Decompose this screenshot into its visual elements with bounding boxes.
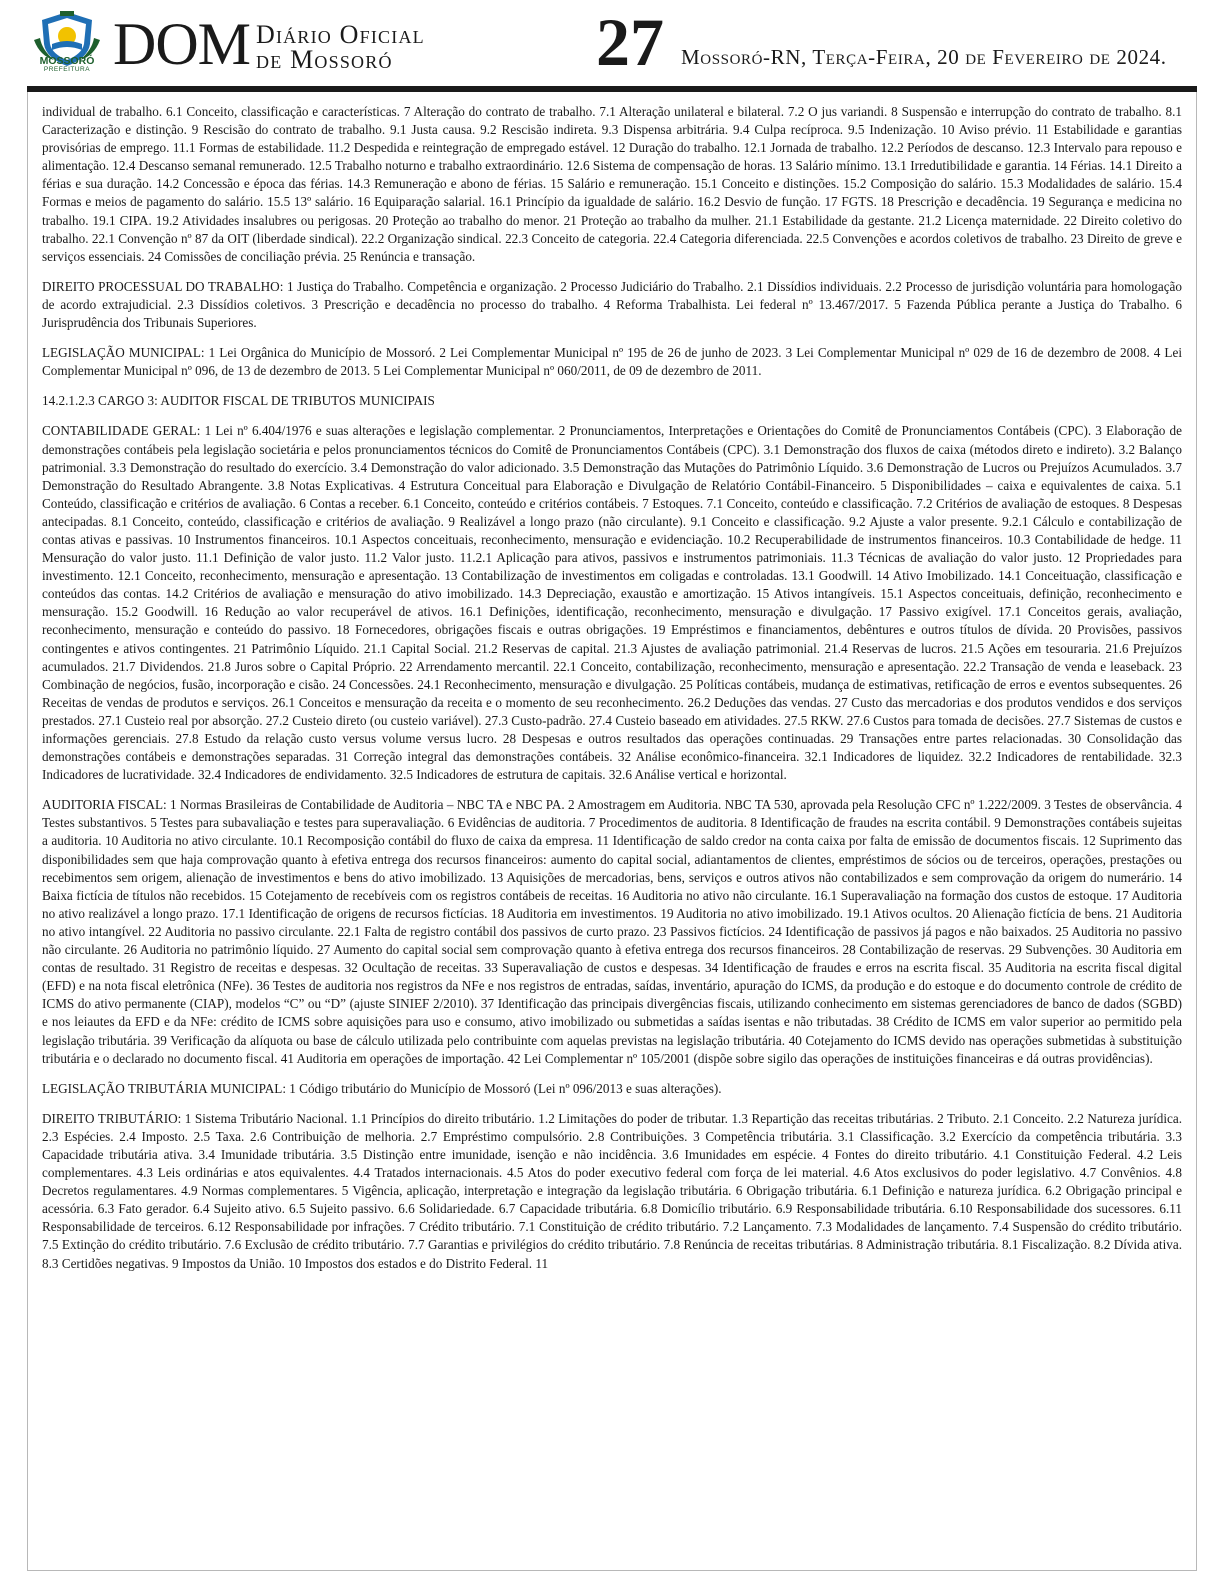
page-number: 27 <box>596 4 664 80</box>
paragraph-legislacao-municipal: LEGISLAÇÃO MUNICIPAL: 1 Lei Orgânica do Município de Mossoró. 2 Lei Complementar Municipal nº 195 de 26 de junho de 2023. 3 Lei Complementar Municipal nº 029 de 16 de dezembro de 2008. 4 Lei Complementar Municipal nº 096, de 13 de dezembro de 2013. 5 Lei Complementar Municipal nº 060/2011, de 09 de dezembro de 2011. <box>42 345 1182 379</box>
paragraph-direito-tributario: DIREITO TRIBUTÁRIO: 1 Sistema Tributário Nacional. 1.1 Princípios do direito tributário. 1.2 Limitações do poder de tributar. 1.3 Repartição das receitas tributárias. 2 Tributo. 2.1 Conceito. 2.2 Natureza jurídica. 2.3 Espécies. 2.4 Imposto. 2.5 Taxa. 2.6 Contribuição de melhoria. 2.7 Empréstimo compulsório. 2.8 Contribuições. 3 Competência tributária. 3.1 Classificação. 3.2 Exercício da competência tributária. 3.3 Capacidade tributária ativa. 3.4 Imunidade tributária. 3.5 Distinção entre imunidade, isenção e não incidência. 3.6 Imunidades em espécie. 4 Fontes do direito tributário. 4.1 Constituição Federal. 4.2 Leis complementares. 4.3 Leis ordinárias e atos equivalentes. 4.4 Tratados internacionais. 4.5 Atos do poder executivo federal com força de lei material. 4.6 Atos exclusivos do poder legislativo. 4.7 Convênios. 4.8 Decretos regulamentares. 4.9 Normas complementares. 5 Vigência, aplicação, interpretação e integração da legislação tributária. 6 Obrigação tributária. 6.1 Definição e natureza jurídica. 6.2 Obrigação principal e acessória. 6.3 Fato gerador. 6.4 Sujeito ativo. 6.5 Sujeito passivo. 6.6 Solidariedade. 6.7 Capacidade tributária. 6.8 Domicílio tributário. 6.9 Responsabilidade tributária. 6.10 Responsabilidade dos sucessores. 6.11 Responsabilidade de terceiros. 6.12 Responsabilidade por infrações. 7 Crédito tributário. 7.1 Constituição de crédito tributário. 7.2 Lançamento. 7.3 Modalidades de lançamento. 7.4 Suspensão do crédito tributário. 7.5 Extinção do crédito tributário. 7.6 Exclusão de crédito tributário. 7.7 Garantias e privilégios do crédito tributário. 7.8 Renúncia de receitas tributárias. 8 Administração tributária. 8.1 Fiscalização. 8.2 Dívida ativa. 8.3 Certidões negativas. 9 Impostos da União. 10 Impostos dos estados e do Distrito Federal. 11 <box>42 1110 1182 1271</box>
publication-name-line1: Diário Oficial <box>256 20 425 49</box>
paragraph-auditoria-fiscal: AUDITORIA FISCAL: 1 Normas Brasileiras de Contabilidade de Auditoria – NBC TA e NBC PA. 2 Amostragem em Auditoria. NBC TA 530, aprovada pela Resolução CFC nº 1.222/2009. 3 Testes de observância. 4 Testes substantivos. 5 Testes para subavaliação e testes para superavaliação. 6 Evidências de auditoria. 7 Procedimentos de auditoria. 8 Identificação de fraudes na escrita contábil. 9 Demonstrações contábeis sujeitas a auditoria. 10 Auditoria no ativo circulante. 10.1 Recomposição contábil do fluxo de caixa da empresa. 11 Identificação de saldo credor na conta caixa por falta de emissão de documentos fiscais. 12 Suprimento das disponibilidades sem que haja comprovação quanto à efetiva entrega dos recursos financeiros: aumento do capital social, adiantamentos de clientes, empréstimos de sócios ou de terceiros, operações, prestações ou recebimentos sem origem, alienação de investimentos e bens do ativo imobilizado. 13 Aquisições de mercadorias, bens, serviços e outros ativos não contabilizados e sem comprovação da origem do numerário. 14 Baixa fictícia de títulos não recebidos. 15 Cotejamento de recebíveis com os registros contábeis de receitas. 16 Auditoria no ativo não circulante. 16.1 Superavaliação na formação dos custos de estoque. 17 Auditoria no ativo realizável a longo prazo. 17.1 Identificação de origens de recursos fictícias. 18 Auditoria em investimentos. 19 Auditoria no ativo imobilizado. 19.1 Ativos ocultos. 20 Alienação fictícia de bens. 21 Auditoria no ativo intangível. 22 Auditoria no passivo circulante. 22.1 Falta de registro contábil dos passivos de curto prazo. 23 Passivos fictícios. 24 Identificação de passivos já pagos e não baixados. 25 Auditoria no passivo não circulante. 26 Auditoria no patrimônio líquido. 27 Aumento do capital social sem comprovação quanto à efetiva entrega dos recursos financeiros. 28 Contabilização de reservas. 29 Subvenções. 30 Auditoria em contas de resultado. 31 Registro de receitas e despesas. 32 Ocultação de receitas. 33 Superavaliação de custos e despesas. 34 Identificação de fraudes e erros na escrita fiscal. 35 Auditoria na escrita fiscal digital (EFD) e na nota fiscal eletrônica (NFe). 36 Testes de auditoria nos registros da NFe e nos registros de entradas, saídas, inventário, apuração do ICMS, da produção e do estoque e do documento controle de crédito de ICMS do ativo permanente (CIAP), modelos “C” ou “D” (ajuste SINIEF 2/2010). 37 Identificação das principais divergências fiscais, utilizando conhecimento em sistemas gerenciadores de banco de dados (SGBD) e nos leiautes da EFD e da NFe: crédito de ICMS sobre aquisições para uso e consumo, ativo imobilizado ou submetidas a saídas isentas e não tributadas. 38 Crédito de ICMS em valor superior ao permitido pela legislação tributária. 39 Verificação da alíquota ou base de cálculo utilizada pelo contribuinte com aquelas previstas na legislação tributária. 40 Cotejamento do ICMS devido nas operações submetidas à substituição tributária e o declarado no documento fiscal. 41 Auditoria em operações de importação. 42 Lei Complementar nº 105/2001 (dispõe sobre sigilo das operações de instituições financeiras e dá outras providências). <box>42 797 1182 1066</box>
publication-name-line2: de Mossoró <box>256 45 393 74</box>
logo-subcaption: PREFEITURA <box>43 66 91 73</box>
logo-caption: MOSSORÓ <box>39 55 95 67</box>
publication-brand: DOM <box>113 11 251 77</box>
paragraph-contabilidade-geral: CONTABILIDADE GERAL: 1 Lei nº 6.404/1976 e suas alterações e legislação complementar. 2 Pronunciamentos, Interpretações e Orientações do Comitê de Pronunciamentos Contábeis (CPC). 3 Elaboração de demonstrações contábeis pela legislação societária e pelos pronunciamentos técnicos do Comitê de Pronunciamentos Contábeis (CPC). 3.1 Demonstração dos fluxos de caixa (métodos direto e indireto). 3.2 Balanço patrimonial. 3.3 Demonstração do resultado do exercício. 3.4 Demonstração do valor adicionado. 3.5 Demonstração das Mutações do Patrimônio Líquido. 3.6 Demonstração de Lucros ou Prejuízos Acumulados. 3.7 Demonstração do Resultado Abrangente. 3.8 Notas Explicativas. 4 Estrutura Conceitual para Elaboração e Divulgação de Relatório Contábil-Financeiro. 5 Disponibilidades – caixa e equivalentes de caixa. 5.1 Conteúdo, classificação e critérios de avaliação. 6 Contas a receber. 6.1 Conceito, conteúdo e critérios contábeis. 7 Estoques. 7.1 Conceito, conteúdo e classificação. 7.2 Critérios de avaliação de estoques. 8 Despesas antecipadas. 8.1 Conceito, conteúdo, classificação e critérios de avaliação. 9 Realizável a longo prazo (não circulante). 9.1 Conceito e classificação. 9.2 Ajuste a valor presente. 9.2.1 Cálculo e contabilização de contas ativas e passivas. 10 Instrumentos financeiros. 10.1 Aspectos conceituais, reconhecimento, mensuração e evidenciação. 10.2 Recuperabilidade de instrumentos financeiros. 10.3 Contabilidade de hedge. 11 Mensuração do valor justo. 11.1 Definição de valor justo. 11.2 Valor justo. 11.2.1 Aplicação para ativos, passivos e instrumentos patrimoniais. 11.3 Técnicas de avaliação do valor justo. 12 Propriedades para investimento. 12.1 Conceito, reconhecimento, mensuração e apresentação. 13 Contabilização de investimentos em coligadas e controladas. 13.1 Goodwill. 14 Ativo Imobilizado. 14.1 Conceituação, classificação e conteúdos das contas. 14.2 Critérios de avaliação e mensuração do ativo imobilizado. 14.3 Depreciação, exaustão e amortização. 15 Ativos intangíveis. 15.1 Aspectos conceituais, definição, reconhecimento e mensuração. 15.2 Goodwill. 16 Redução ao valor recuperável de ativos. 16.1 Definições, identificação, reconhecimento, mensuração e divulgação. 17 Passivo exigível. 17.1 Conceitos gerais, avaliação, reconhecimento, mensuração e conteúdo do passivo. 18 Fornecedores, obrigações fiscais e outras obrigações. 19 Empréstimos e financiamentos, debêntures e outros títulos de dívida. 20 Provisões, passivos contingentes e ativos contingentes. 21 Patrimônio Líquido. 21.1 Capital Social. 21.2 Reservas de capital. 21.3 Ajustes de avaliação patrimonial. 21.4 Reservas de lucros. 21.5 Ações em tesouraria. 21.6 Prejuízos acumulados. 21.7 Dividendos. 21.8 Juros sobre o Capital Próprio. 22 Arrendamento mercantil. 22.1 Conceito, contabilização, reconhecimento, mensuração e apresentação. 22.2 Transação de venda e leaseback. 23 Combinação de negócios, fusão, incorporação e cisão. 24 Concessões. 24.1 Reconhecimento, mensuração e divulgação. 25 Políticas contábeis, mudança de estimativas, retificação de erros e eventos subsequentes. 26 Receitas de vendas de produtos e serviços. 26.1 Conceitos e mensuração da receita e o momento de seu reconhecimento. 26.2 Deduções das vendas. 27 Custo das mercadorias e dos produtos vendidos e dos serviços prestados. 27.1 Custeio real por absorção. 27.2 Custeio direto (ou custeio variável). 27.3 Custo-padrão. 27.4 Custeio baseado em atividades. 27.5 RKW. 27.6 Custos para tomada de decisões. 27.7 Sistemas de custos e informações gerenciais. 27.8 Estudo da relação custo versus volume versus lucro. 28 Despesas e outros resultados das operações continuadas. 29 Transações entre partes relacionadas. 30 Consolidação das demonstrações contábeis e demonstrações separadas. 31 Correção integral das demonstrações contábeis. 32 Análise econômico-financeira. 32.1 Indicadores de liquidez. 32.2 Indicadores de rentabilidade. 32.3 Indicadores de lucratividade. 32.4 Indicadores de endividamento. 32.5 Indicadores de estrutura de capitais. 32.6 Análise vertical e horizontal. <box>42 423 1182 783</box>
issue-date: Mossoró-RN, Terça-Feira, 20 de Fevereiro de 2024. <box>681 45 1167 69</box>
document-body <box>42 103 1182 1565</box>
paragraph-direito-do-trabalho-continued: individual de trabalho. 6.1 Conceito, classificação e características. 7 Alteração do contrato de trabalho. 7.1 Alteração unilateral e bilateral. 7.2 O jus variandi. 8 Suspensão e interrupção do contrato de trabalho. 8.1 Caracterização e distinção. 9 Rescisão do contrato de trabalho. 9.1 Justa causa. 9.2 Rescisão indireta. 9.3 Dispensa arbitrária. 9.4 Culpa recíproca. 9.5 Indenização. 10 Aviso prévio. 11 Estabilidade e garantias provisórias de emprego. 11.1 Formas de estabilidade. 11.2 Despedida e reintegração de empregado estável. 12 Duração do trabalho. 12.1 Jornada de trabalho. 12.2 Períodos de descanso. 12.3 Intervalo para repouso e alimentação. 12.4 Descanso semanal remunerado. 12.5 Trabalho noturno e trabalho extraordinário. 12.6 Sistema de compensação de horas. 13 Salário mínimo. 13.1 Irredutibilidade e garantia. 14 Férias. 14.1 Direito a férias e sua duração. 14.2 Concessão e época das férias. 14.3 Remuneração e abono de férias. 15 Salário e remuneração. 15.1 Conceito e distinções. 15.2 Composição do salário. 15.3 Modalidades de salário. 15.4 Formas e meios de pagamento do salário. 15.5 13º salário. 16 Equiparação salarial. 16.1 Princípio da igualdade de salário. 16.2 Desvio de função. 17 FGTS. 18 Prescrição e decadência. 19 Segurança e medicina no trabalho. 19.1 CIPA. 19.2 Atividades insalubres ou perigosas. 20 Proteção ao trabalho do menor. 21 Proteção ao trabalho da mulher. 21.1 Estabilidade da gestante. 21.2 Licença maternidade. 22 Direito coletivo do trabalho. 22.1 Convenção nº 87 da OIT (liberdade sindical). 22.2 Organização sindical. 22.3 Conceito de categoria. 22.4 Categoria diferenciada. 22.5 Convenções e acordos coletivos de trabalho. 23 Direito de greve e serviços essenciais. 24 Comissões de conciliação prévia. 25 Renúncia e transação. <box>42 104 1182 264</box>
paragraph-legislacao-tributaria-municipal: LEGISLAÇÃO TRIBUTÁRIA MUNICIPAL: 1 Código tributário do Município de Mossoró (Lei nº 096/2013 e suas alterações). <box>42 1080 722 1096</box>
paragraph-direito-processual-do-trabalho: DIREITO PROCESSUAL DO TRABALHO: 1 Justiça do Trabalho. Competência e organização. 2 Processo Judiciário do Trabalho. 2.1 Dissídios individuais. 2.2 Processo de jurisdição voluntária para homologação de acordo extrajudicial. 2.3 Dissídios coletivos. 3 Prescrição e decadência no processo do trabalho. 4 Reforma Trabalhista. Lei federal nº 13.467/2017. 5 Fazenda Pública perante a Justiça do Trabalho. 6 Jurisprudência dos Tribunais Superiores. <box>42 278 1182 331</box>
section-heading-cargo-3: 14.2.1.2.3 CARGO 3: AUDITOR FISCAL DE TRIBUTOS MUNICIPAIS <box>42 393 435 409</box>
page-header <box>0 0 1224 92</box>
